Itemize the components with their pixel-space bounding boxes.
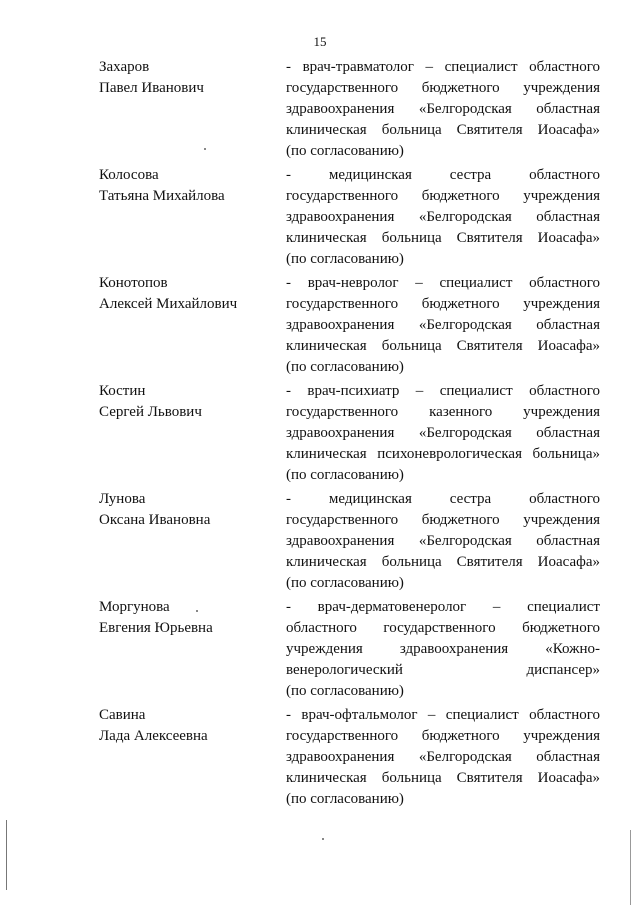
position-line: областного государственного бюджетного: [286, 620, 600, 636]
position-line: - медицинская сестра областного: [286, 167, 600, 183]
position-line: - врач-офтальмолог – специалист областного: [286, 707, 600, 723]
position-line: государственного бюджетного учреждения: [286, 296, 600, 312]
position-line: (по согласованию): [286, 359, 404, 375]
surname: Лунова: [99, 491, 146, 507]
position-line: клиническая больница Святителя Иоасафа»: [286, 122, 600, 138]
position-line: (по согласованию): [286, 143, 404, 159]
given-names: Лада Алексеевна: [99, 728, 208, 744]
position-line: государственного бюджетного учреждения: [286, 728, 600, 744]
position-line: - врач-невролог – специалист областного: [286, 275, 600, 291]
given-names: Сергей Львович: [99, 404, 202, 420]
surname: Савина: [99, 707, 146, 723]
position-line: - медицинская сестра областного: [286, 491, 600, 507]
member-position: [286, 165, 600, 270]
position-line: - врач-психиатр – специалист областного: [286, 383, 600, 399]
position-line: здравоохранения «Белгородская областная: [286, 101, 600, 117]
given-names: Павел Иванович: [99, 80, 204, 96]
surname: Моргунова: [99, 599, 170, 615]
position-line: здравоохранения «Белгородская областная: [286, 317, 600, 333]
member-position: [286, 705, 600, 810]
surname: Колосова: [99, 167, 159, 183]
member-name: [99, 597, 269, 639]
member-position: [286, 381, 600, 486]
given-names: Евгения Юрьевна: [99, 620, 213, 636]
member-position: [286, 273, 600, 378]
position-line: государственного бюджетного учреждения: [286, 188, 600, 204]
scan-speck: [322, 838, 324, 840]
member-name: [99, 705, 269, 747]
scan-speck: [204, 148, 206, 150]
position-line: клиническая больница Святителя Иоасафа»: [286, 230, 600, 246]
surname: Костин: [99, 383, 146, 399]
member-position: [286, 597, 600, 702]
member-name: [99, 489, 269, 531]
surname: Конотопов: [99, 275, 168, 291]
position-line: здравоохранения «Белгородская областная: [286, 425, 600, 441]
member-position: [286, 489, 600, 594]
position-line: клиническая больница Святителя Иоасафа»: [286, 338, 600, 354]
position-line: (по согласованию): [286, 251, 404, 267]
position-line: государственного бюджетного учреждения: [286, 512, 600, 528]
position-line: клиническая больница Святителя Иоасафа»: [286, 770, 600, 786]
position-line: (по согласованию): [286, 791, 404, 807]
scan-edge-mark-left: [6, 820, 7, 890]
member-name: [99, 381, 269, 423]
scan-speck: [196, 610, 198, 612]
scan-edge-mark-right: [630, 830, 631, 905]
position-line: венерологический диспансер»: [286, 662, 600, 678]
position-line: (по согласованию): [286, 683, 404, 699]
surname: Захаров: [99, 59, 150, 75]
position-line: клиническая больница Святителя Иоасафа»: [286, 554, 600, 570]
member-name: [99, 165, 269, 207]
member-name: [99, 273, 269, 315]
position-line: учреждения здравоохранения «Кожно-: [286, 641, 600, 657]
position-line: государственного бюджетного учреждения: [286, 80, 600, 96]
page-number: 15: [313, 34, 327, 49]
position-line: государственного казенного учреждения: [286, 404, 600, 420]
member-position: [286, 57, 600, 162]
position-line: - врач-дерматовенеролог – специалист: [286, 599, 600, 615]
position-line: (по согласованию): [286, 467, 404, 483]
position-line: здравоохранения «Белгородская областная: [286, 533, 600, 549]
position-line: (по согласованию): [286, 575, 404, 591]
position-line: здравоохранения «Белгородская областная: [286, 749, 600, 765]
position-line: - врач-травматолог – специалист областного: [286, 59, 600, 75]
position-line: здравоохранения «Белгородская областная: [286, 209, 600, 225]
position-line: клиническая психоневрологическая больница»: [286, 446, 600, 462]
given-names: Оксана Ивановна: [99, 512, 211, 528]
given-names: Татьяна Михайлова: [99, 188, 225, 204]
given-names: Алексей Михайлович: [99, 296, 238, 312]
member-name: [99, 57, 269, 99]
